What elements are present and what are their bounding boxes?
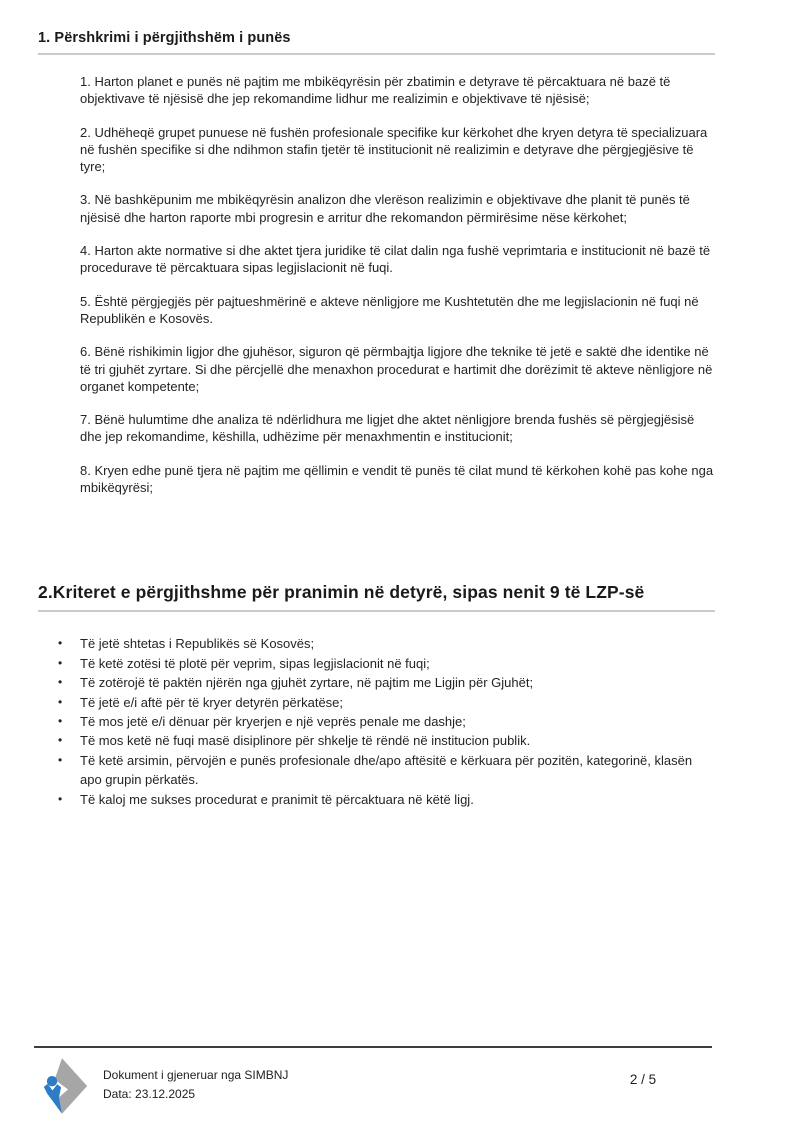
logo-gray-head xyxy=(63,1074,72,1083)
bullet-icon: • xyxy=(58,733,63,748)
criteria-text: Të jetë shtetas i Republikës së Kosovës; xyxy=(80,636,315,652)
section-2-divider xyxy=(38,610,715,612)
criteria-text: Të ketë zotësi të plotë për veprim, sipas legjislacionit në fuqi; xyxy=(80,655,430,671)
criteria-list-item xyxy=(38,654,715,673)
criteria-list-item xyxy=(38,731,715,750)
criteria-list-item xyxy=(38,790,715,809)
section-1-heading: 1. Përshkrimi i përgjithshëm i punës xyxy=(38,30,291,46)
bullet-icon: • xyxy=(58,791,63,806)
job-duty-paragraph: 1. Harton planet e punës në pajtim me mbikëqyrësin për zbatimin e detyrave të përcaktuara në bazë të objektivave të njësisë dhe jep rekomandime lidhur me realizimin e objektivave të njësisë; xyxy=(80,74,671,107)
criteria-list xyxy=(38,634,715,809)
section-job-description xyxy=(38,30,715,496)
criteria-text: Të zotërojë të paktën njërën nga gjuhët zyrtare, në pajtim me Ligjin për Gjuhët; xyxy=(80,675,534,691)
bullet-icon: • xyxy=(58,694,63,709)
criteria-text: Të mos jetë e/i dënuar për kryerjen e një veprës penale me dashje; xyxy=(80,713,466,729)
footer-divider xyxy=(34,1046,712,1048)
bullet-icon: • xyxy=(58,636,63,651)
bullet-icon: • xyxy=(58,655,63,670)
page-indicator: 2 / 5 xyxy=(629,1072,657,1087)
job-duty-paragraph: 3. Në bashkëpunim me mbikëqyrësin analizon dhe vlerëson realizimin e objektivave dhe planit të punës të njësisë dhe harton raporte mbi progresin e arritur dhe rekomandon përmirësime nëse kërkohet; xyxy=(80,192,690,225)
section-admission-criteria xyxy=(38,582,715,809)
job-description-paragraphs xyxy=(80,73,715,496)
footer-generated-text: Dokument i gjeneruar nga SIMBNJ xyxy=(103,1068,289,1082)
logo-blue-head xyxy=(47,1076,57,1086)
criteria-list-item xyxy=(38,712,715,731)
job-duty-paragraph: 2. Udhëheqë grupet punuese në fushën profesionale specifike kur kërkohet dhe kryen detyra të specializuara në fushën specifike si dhe ndihmon stafin tjetër të institucionit në realizimin e detyrave dhe përgjegjësive të tyre; xyxy=(80,124,708,175)
criteria-text: Të mos ketë në fuqi masë disiplinore për shkelje të rëndë në institucion publik. xyxy=(80,733,531,749)
bullet-icon: • xyxy=(58,713,63,728)
job-duty-paragraph: 6. Bënë rishikimin ligjor dhe gjuhësor, siguron që përmbajtja ligjore dhe teknike të jetë e saktë dhe identike në të tri gjuhët zyrtare. Si dhe përcjellë dhe menaxhon procedurat e hartimit dhe dorëzimit të akteve nënligjore në organet kompetente; xyxy=(80,344,713,394)
bullet-icon: • xyxy=(58,752,63,767)
criteria-list-item xyxy=(38,673,715,692)
job-duty-paragraph: 4. Harton akte normative si dhe aktet tjera juridike të cilat dalin nga fushë veprimtaria e institucionit në bazë të procedurave të përcaktuara sipas legjislacionit në fuqi. xyxy=(80,243,711,276)
job-duty-paragraph: 8. Kryen edhe punë tjera në pajtim me qëllimin e vendit të punës të cilat mund të kërkohen kohë pas kohe nga mbikëqyrësi; xyxy=(80,462,714,496)
job-duty-paragraph: 7. Bënë hulumtime dhe analiza të ndërlidhura me ligjet dhe aktet nënligjore brenda fushës së përgjegjësisë dhe jep rekomandime, këshilla, udhëzime për menaxhmentin e institucionit; xyxy=(80,412,695,445)
criteria-list-item xyxy=(38,634,715,653)
simbnj-logo-icon xyxy=(36,1057,88,1115)
criteria-text: Të ketë arsimin, përvojën e punës profesionale dhe/apo aftësitë e kërkuara për pozitën, kategorinë, klasën apo grupin përkatës. xyxy=(80,752,693,788)
footer-date-text: Data: 23.12.2025 xyxy=(103,1087,196,1101)
bullet-icon: • xyxy=(58,675,63,690)
section-1-divider xyxy=(38,53,715,55)
criteria-text: Të jetë e/i aftë për të kryer detyrën përkatëse; xyxy=(80,694,344,710)
criteria-list-item xyxy=(38,693,715,712)
criteria-list-item xyxy=(38,751,715,790)
section-2-heading: 2.Kriteret e përgjithshme për pranimin në detyrë, sipas nenit 9 të LZP-së xyxy=(38,582,645,603)
criteria-text: Të kaloj me sukses procedurat e pranimit të përcaktuara në këtë ligj. xyxy=(80,791,474,807)
footer-text xyxy=(103,1066,288,1104)
job-duty-paragraph: 5. Është përgjegjës për pajtueshmërinë e akteve nënligjore me Kushtetutën dhe me legjislacionin në fuqi në Republikën e Kosovës. xyxy=(80,293,699,326)
